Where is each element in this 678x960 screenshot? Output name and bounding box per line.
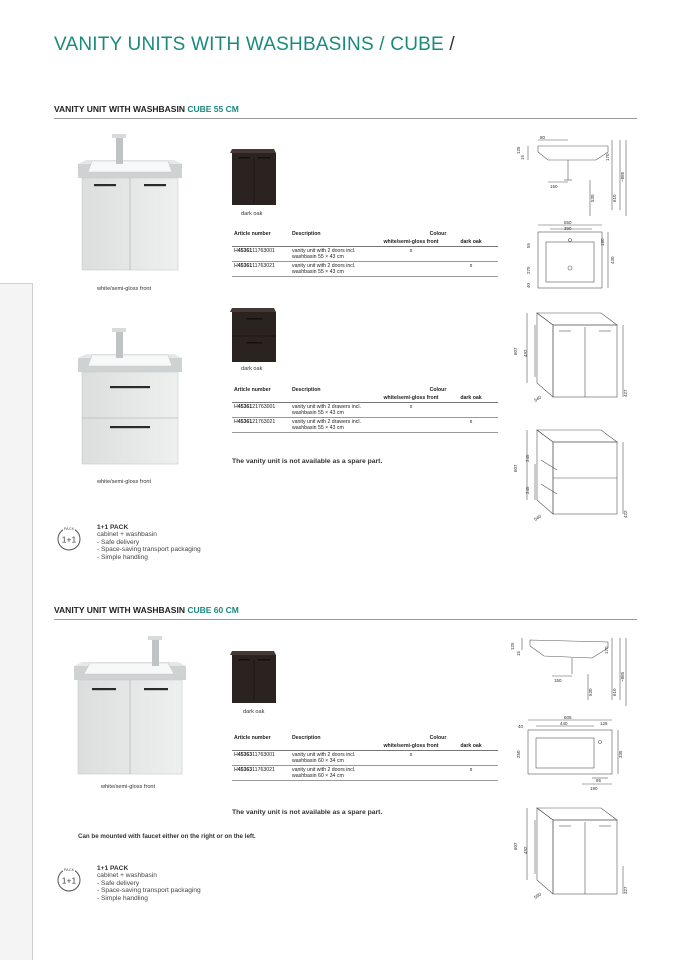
svg-text:430: 430 — [610, 256, 615, 264]
dark-oak-thumbnail — [230, 302, 278, 364]
mount-note: Can be mounted with faucet either on the right or on the left. — [78, 833, 256, 840]
table-row: H4536121763001 vanity unit with 2 drawers incl. washbasin 55 × 43 cm x — [232, 403, 498, 418]
photo-caption: white/semi-gloss front — [97, 286, 152, 292]
product-photo-60-2-door-white — [68, 632, 192, 780]
page-title: VANITY UNITS WITH WASHBASINS / CUBE / — [54, 34, 455, 55]
svg-text:610: 610 — [612, 194, 617, 202]
section-heading: VANITY UNIT WITH WASHBASIN CUBE 60 CM — [54, 605, 239, 615]
table-row: H4536111763001 vanity unit with 2 doors incl. washbasin 55 × 43 cm x — [232, 247, 498, 262]
svg-text:15: 15 — [516, 650, 521, 656]
photo-caption: white/semi-gloss front — [101, 784, 156, 790]
svg-text:530: 530 — [590, 194, 595, 202]
article-table: Article number Description Colour white/semi-gloss front dark oak H4536111763001 vanity unit with 2 doors incl. washbasin 55 × 43 cm x H4536111763021 vanity unit with 2 doors incl. washbasin 55 × 43 cm x — [232, 230, 498, 277]
svg-text:607: 607 — [513, 842, 518, 850]
svg-text:540: 540 — [533, 394, 543, 403]
basin-side-drawing — [508, 630, 638, 708]
svg-text:170: 170 — [605, 153, 610, 161]
svg-text:245: 245 — [525, 454, 530, 462]
article-table: Article number Description Colour white/semi-gloss front dark oak H4536121763001 vanity unit with 2 drawers incl. washbasin 55 × 43 cm x H4536121763021 vanity unit with 2 drawers incl. washbasin 55 × 43 cm x — [232, 386, 498, 433]
svg-text:1+1: 1+1 — [61, 875, 77, 886]
svg-text:150: 150 — [554, 678, 562, 683]
thumb-caption: dark oak — [241, 366, 263, 372]
spare-part-note: The vanity unit is not available as a spare part. — [232, 458, 383, 465]
basin-side-drawing — [508, 130, 638, 220]
svg-text:530: 530 — [588, 688, 593, 696]
svg-text:540: 540 — [533, 513, 543, 522]
svg-text:492: 492 — [523, 846, 528, 854]
svg-text:607: 607 — [513, 464, 518, 472]
svg-text:390: 390 — [564, 226, 572, 231]
svg-text:607: 607 — [513, 347, 518, 355]
svg-text:605: 605 — [564, 716, 572, 720]
section-heading: VANITY UNIT WITH WASHBASIN CUBE 55 CM — [54, 104, 239, 114]
table-row: H4536111763021 vanity unit with 2 doors incl. washbasin 55 × 43 cm x — [232, 262, 498, 277]
svg-text:PACK: PACK — [63, 867, 75, 872]
dark-oak-thumbnail — [230, 645, 278, 705]
section-divider — [54, 118, 637, 119]
svg-text:250: 250 — [516, 750, 521, 758]
svg-text:440: 440 — [560, 721, 568, 726]
svg-text:PACK: PACK — [63, 526, 75, 531]
cabinet-doors-drawing — [505, 800, 635, 902]
svg-text:492: 492 — [523, 349, 528, 357]
product-photo-2-door-white — [70, 128, 190, 276]
faucet-icon — [116, 136, 123, 164]
svg-text:15: 15 — [520, 154, 525, 160]
basin-top-drawing — [508, 716, 624, 794]
pack-info: 1+1 PACK cabinet + washbasin - Safe delivery - Space-saving transport packaging - Simple handling — [97, 524, 201, 561]
svg-text:150: 150 — [550, 184, 558, 189]
svg-text:327: 327 — [623, 886, 628, 894]
product-photo-2-drawer-white — [70, 322, 190, 472]
svg-text:125: 125 — [600, 721, 608, 726]
svg-text:55: 55 — [526, 242, 531, 248]
article-table: Article number Description Colour white/semi-gloss front dark oak H4536311763001 vanity unit with 2 doors incl. washbasin 60 × 34 cm x H4536311763021 vanity unit with 2 doors incl. washbasin 60 × 34 cm x — [232, 734, 498, 781]
svg-text:245: 245 — [525, 486, 530, 494]
svg-text:427: 427 — [623, 389, 628, 397]
svg-text:125: 125 — [516, 146, 521, 154]
svg-text:335: 335 — [618, 750, 623, 758]
thumb-caption: dark oak — [243, 709, 265, 715]
svg-text:275: 275 — [526, 266, 531, 274]
pack-1plus1-icon — [55, 524, 83, 552]
table-row: H4536121763021 vanity unit with 2 drawers incl. washbasin 55 × 43 cm x — [232, 418, 498, 433]
pack-1plus1-icon — [55, 865, 83, 893]
section-divider — [54, 619, 637, 620]
cabinet-doors-drawing — [505, 305, 635, 405]
spare-part-note: The vanity unit is not available as a spare part. — [232, 809, 383, 816]
svg-text:~885: ~885 — [620, 171, 625, 182]
faucet-icon — [116, 330, 123, 358]
svg-text:590: 590 — [533, 891, 543, 900]
pack-info: 1+1 PACK cabinet + washbasin - Safe delivery - Space-saving transport packaging - Simple handling — [97, 865, 201, 902]
photo-caption: white/semi-gloss front — [97, 479, 152, 485]
table-row: H4536311763021 vanity unit with 2 doors incl. washbasin 60 × 34 cm x — [232, 766, 498, 781]
svg-text:550: 550 — [564, 220, 572, 225]
svg-text:65: 65 — [596, 778, 602, 783]
dark-oak-thumbnail — [230, 143, 278, 207]
svg-text:40: 40 — [526, 282, 531, 288]
svg-text:125: 125 — [510, 642, 515, 650]
svg-text:~885: ~885 — [620, 671, 625, 682]
faucet-icon — [152, 638, 159, 666]
svg-text:422: 422 — [623, 510, 628, 518]
cabinet-drawers-drawing — [505, 420, 635, 525]
svg-text:170: 170 — [604, 646, 609, 654]
svg-text:610: 610 — [612, 688, 617, 696]
basin-top-drawing — [520, 220, 620, 292]
page-side-strip — [0, 283, 33, 960]
svg-text:190: 190 — [590, 786, 598, 791]
svg-text:1+1: 1+1 — [61, 534, 77, 545]
svg-text:80: 80 — [540, 135, 546, 140]
thumb-caption: dark oak — [241, 211, 263, 217]
table-row: H4536311763001 vanity unit with 2 doors incl. washbasin 60 × 34 cm x — [232, 751, 498, 766]
svg-text:40: 40 — [518, 724, 524, 729]
svg-text:180: 180 — [600, 238, 605, 246]
